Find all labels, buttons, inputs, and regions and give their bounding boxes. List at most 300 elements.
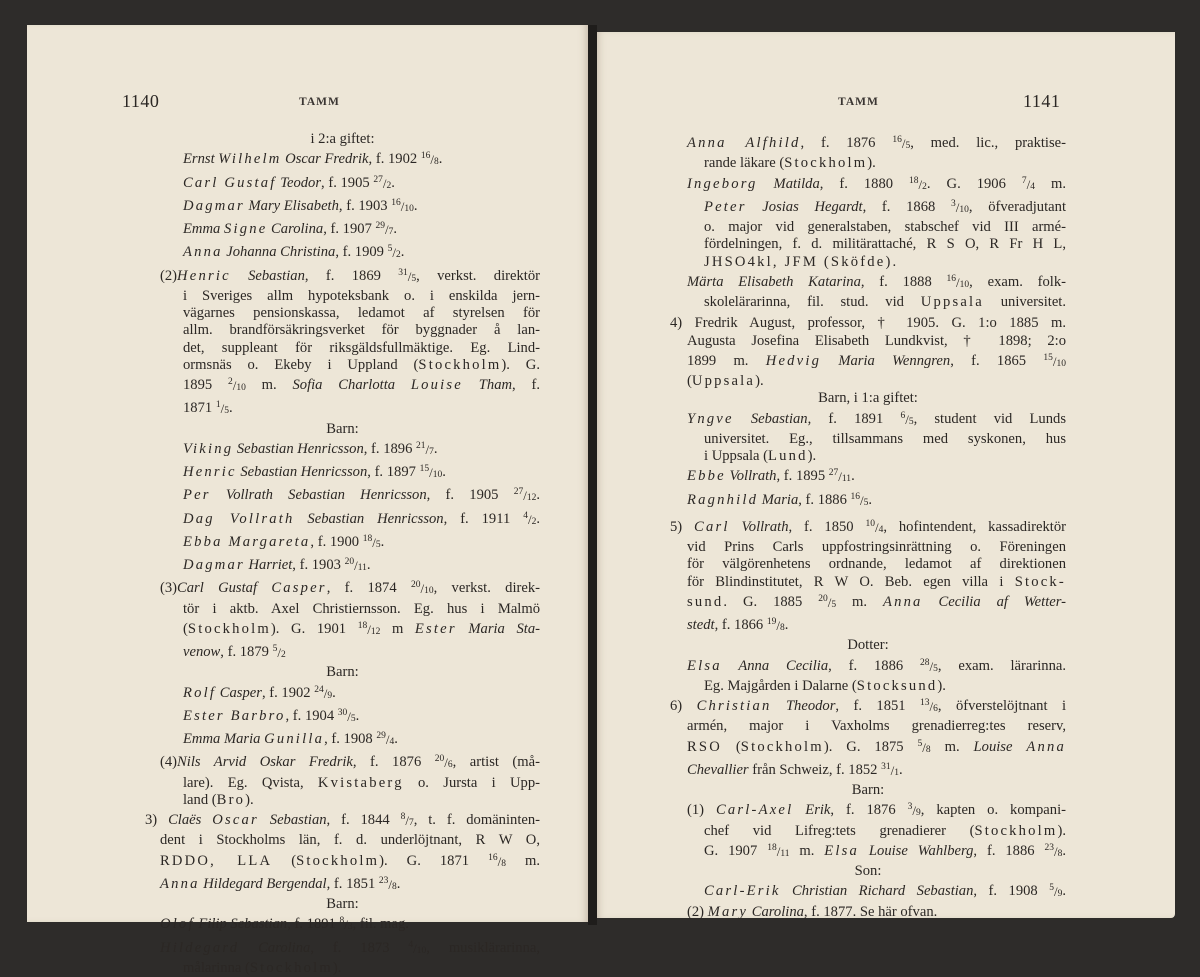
person-name-text: Vollrath (725, 468, 777, 485)
date-fraction (416, 440, 434, 457)
fraction-month: / $_9$ (912, 808, 920, 818)
person-name-text: Erik (793, 802, 831, 819)
text-segment: för välgörenhetens ordnande, ledamot af direktionen (687, 556, 1066, 573)
date-fraction (419, 464, 443, 480)
text-line (145, 322, 540, 339)
fraction-month: / $_5$ (408, 274, 416, 284)
fraction-month: / $_{10}$ (233, 383, 246, 393)
text-segment: , verkst. direk- (433, 580, 541, 597)
text-segment: m. (245, 377, 293, 393)
fraction-day: 28 (920, 657, 930, 668)
fraction-month: / $_7$ (405, 818, 413, 828)
text-segment: RSO (687, 738, 722, 755)
person-name-text: Mary Elisabeth (244, 197, 339, 214)
text-segment: , f. 1909 (335, 244, 388, 261)
text-line (145, 305, 540, 322)
text-segment: chef vid Lifreg:tets grenadierer ( (704, 822, 975, 839)
text-line (670, 489, 1066, 512)
text-line (145, 340, 540, 357)
fraction-month: / $_7$ (385, 227, 393, 237)
text-line (145, 554, 540, 577)
page-number-left: 1140 (122, 91, 160, 111)
text-segment: i Uppsala ( (704, 448, 769, 464)
fraction-day: 20 (818, 593, 828, 604)
person-name-text: Christian Richard Sebastian (780, 883, 974, 900)
text-segment: , f. 1908 (973, 883, 1050, 900)
section-heading (145, 421, 540, 438)
text-segment: Barn, i 1:a giftet: (818, 390, 918, 407)
text-segment: , f. 1907 (323, 221, 376, 237)
text-line (145, 195, 540, 218)
text-segment: . (868, 491, 873, 508)
text-segment: det, suppleant för riksgäldsfullmäktige. Eg. Lind- (183, 339, 540, 356)
text-segment: ). G. 1875 (823, 738, 918, 755)
text-line (670, 431, 1066, 448)
text-line (145, 618, 540, 641)
text-segment: för Blindinstitutet, R W O. Beb. egen villa i (687, 573, 1015, 590)
text-line (145, 577, 540, 600)
fraction-day: 21 (416, 440, 426, 451)
text-segment: Stock- (1014, 573, 1066, 590)
person-name-text: Anna (882, 593, 923, 610)
page-number-right: 1141 (1023, 91, 1061, 111)
fraction-month: / $_{12}$ (523, 493, 536, 503)
person-name-text: Viking (183, 440, 234, 457)
text-segment: , f. 1911 (443, 510, 524, 527)
person-name-text: Chevallier (687, 761, 749, 778)
section-heading (670, 637, 1066, 654)
text-segment: ). (755, 373, 764, 389)
text-segment: , f. 1880 (819, 175, 910, 192)
person-name-text: Anna (160, 875, 200, 892)
date-fraction (865, 518, 884, 535)
date-fraction (400, 812, 414, 828)
text-segment: Stockholm (296, 852, 380, 869)
person-name-text: Ebbe (687, 468, 726, 485)
text-segment: fördelningen, f. d. militärattaché, R S O, R Fr H L, (704, 236, 1066, 253)
fraction-month: / $_2$ (919, 182, 927, 192)
text-line (670, 294, 1066, 311)
text-segment: , f. 1873 (310, 939, 409, 956)
text-segment: . (413, 197, 418, 214)
fraction-day: 16 (391, 197, 401, 208)
fraction-day: 2 (228, 377, 233, 387)
person-name-text: Harriet (244, 557, 293, 573)
fraction-day: 27 (373, 174, 383, 185)
person-name-text: Dag Vollrath (183, 510, 295, 527)
date-fraction (373, 174, 392, 191)
person-name-text: Carolina (748, 903, 804, 920)
text-segment: . (396, 875, 401, 892)
fraction-day: 3 (950, 198, 956, 209)
section-heading (145, 896, 540, 913)
text-segment: ). (1057, 822, 1066, 839)
text-line (670, 736, 1066, 759)
person-name-text: Christian (696, 698, 772, 714)
text-segment: , f. 1876 (800, 135, 893, 151)
text-line (145, 461, 540, 484)
running-head-right: TAMM (838, 96, 879, 108)
text-segment: 4) Fredrik August, professor, † 1905. G. 1:o 1885 m. (670, 315, 1066, 332)
text-segment: m. (836, 593, 883, 610)
text-segment: Barn: (326, 420, 359, 437)
fraction-day: 30 (337, 707, 348, 718)
book-gutter (588, 25, 597, 925)
fraction-month: / $_{11}$ (777, 849, 790, 859)
text-segment: universitet. (983, 294, 1066, 310)
text-segment: 1871 (183, 400, 216, 417)
fraction-month: / $_2$ (383, 181, 391, 191)
text-line (145, 357, 540, 374)
person-name-text: Dagmar (183, 557, 245, 573)
person-name-text: Emma (183, 221, 224, 237)
date-fraction (357, 620, 381, 637)
text-segment: Uppsala (920, 294, 984, 310)
fraction-day: 23 (378, 875, 389, 886)
text-line (670, 271, 1066, 294)
section-heading (670, 390, 1066, 407)
fraction-month: / $_{10}$ (413, 946, 426, 956)
fraction-month: / $_5$ (347, 714, 355, 724)
date-fraction (850, 491, 869, 508)
fraction-day: 10 (865, 518, 875, 529)
section-heading (670, 863, 1066, 880)
text-segment: Stockholm (974, 822, 1058, 839)
text-segment: , f. 1888 (860, 273, 947, 290)
text-segment: , exam. lärarinna. (937, 657, 1066, 674)
text-segment: Barn: (326, 664, 359, 681)
person-name-text: stedt (687, 617, 715, 633)
person-name-text: Anna Cecilia (721, 657, 829, 674)
text-segment: 6) (670, 698, 697, 714)
text-segment: Kvistaberg (317, 774, 404, 791)
text-segment: ). (245, 791, 254, 808)
person-name-text: Nils Arvid Oskar Fredrik (177, 754, 353, 771)
text-segment: ). (807, 448, 817, 464)
text-line (145, 484, 540, 507)
fraction-month: / $_2$ (528, 517, 536, 527)
person-name-text: venow (183, 644, 221, 660)
text-segment: , f. 1903 (338, 197, 392, 214)
date-fraction (920, 657, 938, 674)
date-fraction (376, 731, 395, 747)
person-name-text: Theodor (771, 698, 836, 714)
person-name-text: Ester (414, 620, 457, 637)
text-segment: , f. 1902 (261, 684, 315, 701)
person-name-text: Per (183, 487, 211, 504)
date-fraction (818, 593, 837, 610)
fraction-day: 3 (907, 802, 913, 813)
text-segment: , exam. folk- (969, 273, 1066, 290)
text-line (670, 718, 1066, 735)
fraction-day: 27 (513, 487, 524, 498)
text-line (145, 850, 540, 873)
fraction-day: 20 (410, 580, 421, 591)
text-line (145, 705, 540, 728)
fraction-month: / $_8$ (776, 623, 784, 633)
text-line (670, 655, 1066, 678)
text-segment: , musiklärarinna, (426, 939, 540, 956)
fraction-month: / $_{10}$ (956, 280, 969, 290)
text-segment: , f. 1896 (363, 440, 417, 457)
fraction-month: / $_{12}$ (367, 627, 380, 637)
person-name-text: Ernst (183, 151, 219, 168)
text-segment: (3) (160, 580, 178, 597)
person-name-text: Casper (271, 580, 327, 597)
text-segment: , f. 1876 (830, 802, 908, 819)
text-segment: . (393, 221, 398, 237)
fraction-day: 15 (419, 464, 430, 474)
text-segment: JHSO4kl, JFM (Sköfde) (704, 253, 893, 270)
text-line (145, 960, 540, 977)
person-name-text: Carolina (267, 221, 324, 237)
text-segment: (2) (160, 267, 178, 284)
text-line (145, 601, 540, 618)
text-segment: vägarnes pensionskassa, ledamot af styrelsen för (183, 305, 540, 321)
fraction-month: / $_6$ (930, 704, 938, 714)
person-name-text: Dagmar (183, 197, 245, 214)
right-page-text (670, 132, 1066, 921)
person-name-text: Sebastian (258, 812, 327, 828)
text-segment: . (332, 684, 336, 701)
fraction-month: / $_{11}$ (838, 474, 851, 484)
text-segment: m. (1035, 175, 1066, 192)
text-segment: Uppsala (691, 373, 756, 389)
fraction-day: 6 (900, 410, 906, 421)
person-name-text: Maria (758, 491, 799, 508)
date-fraction (767, 842, 790, 859)
date-fraction (378, 875, 397, 892)
text-line (670, 132, 1066, 155)
fraction-day: 8 (400, 812, 406, 822)
text-segment: ). G. 1871 (379, 852, 489, 869)
fraction-day: 31 (398, 267, 408, 278)
fraction-month: / $_{10}$ (1053, 359, 1066, 369)
fraction-day: 27 (828, 468, 839, 479)
text-line (145, 682, 540, 705)
fraction-day: 19 (766, 617, 777, 627)
text-line (670, 556, 1066, 573)
person-name-text: Louise (410, 377, 463, 393)
date-fraction (398, 267, 417, 284)
fraction-month: / $_8$ (498, 859, 506, 869)
text-segment: , f. 1879 (220, 644, 273, 660)
text-line (670, 904, 1066, 921)
fraction-month: / $_5$ (221, 406, 229, 416)
text-line (145, 288, 540, 305)
text-segment: , artist (må- (452, 754, 540, 771)
text-line (145, 913, 540, 936)
text-segment: , f. 1895 (776, 468, 829, 485)
fraction-day: 1 (215, 400, 221, 411)
person-name-text: Henric (177, 267, 231, 284)
date-fraction (344, 557, 367, 573)
text-segment: , f. 1886 (828, 657, 921, 674)
text-line (145, 792, 540, 809)
fraction-month: / $_{10}$ (429, 470, 442, 480)
text-segment: , f. (512, 377, 541, 393)
text-segment: G. 1907 (704, 842, 768, 859)
text-segment: tör i aktb. Axel Christiernsson. Eg. hus i Malmö (183, 600, 540, 617)
text-segment: (1) (687, 802, 716, 819)
date-fraction (1043, 352, 1066, 369)
text-segment: . G. 1885 (723, 593, 819, 610)
text-segment: 1899 m. (687, 352, 766, 369)
date-fraction (917, 738, 931, 755)
text-segment: . (851, 468, 855, 485)
date-fraction (387, 244, 401, 261)
person-name-text: Carl-Erik (704, 883, 781, 900)
date-fraction (907, 802, 921, 819)
text-segment: i 2:a giftet: (310, 131, 375, 147)
text-segment: . (536, 487, 541, 504)
section-heading (670, 782, 1066, 799)
text-line (670, 448, 1066, 465)
text-segment: , hofintendent, kassadirektör (883, 518, 1066, 535)
person-name-text: Sebastian Henricsson (294, 510, 444, 527)
text-segment: . (892, 253, 897, 270)
text-segment: Stockholm (740, 738, 824, 755)
text-line (145, 775, 540, 792)
text-line (670, 219, 1066, 236)
text-segment: o. Jursta i Upp- (403, 774, 540, 791)
text-line (670, 539, 1066, 556)
person-name-text: Josias Hegardt (746, 198, 863, 215)
fraction-day: 13 (920, 698, 930, 708)
person-name-text: Louise Wahlberg (859, 842, 974, 859)
fraction-month: / $_8$ (388, 882, 396, 892)
person-name-text: Cecilia af Wetter- (922, 593, 1066, 610)
text-segment: Augusta Josefina Elisabeth Lundkvist, † 1898; 2:o (687, 332, 1066, 349)
person-name-text: Ebba Margareta (183, 533, 311, 550)
person-name-text: Anna (183, 244, 223, 261)
text-segment: ). (937, 677, 946, 694)
fraction-month: / $_6$ (444, 760, 452, 770)
text-segment: Dotter: (847, 637, 889, 654)
text-segment: , f. 1905 (426, 487, 514, 504)
text-line (670, 408, 1066, 431)
person-name-text: Henric (183, 464, 237, 480)
text-line (145, 832, 540, 849)
fraction-day: 7 (1021, 175, 1027, 186)
fraction-month: / $_2$ (392, 250, 400, 260)
text-segment: . (442, 464, 446, 480)
text-segment: från Schweiz, f. 1852 (748, 761, 882, 778)
text-line (145, 265, 540, 288)
text-segment: . G. 1906 (926, 175, 1022, 192)
text-line (670, 591, 1066, 614)
text-segment: , f. 1886 (973, 842, 1045, 859)
text-line (670, 196, 1066, 219)
text-segment: , f. 1868 (862, 198, 951, 215)
person-name-text: Johanna Christina (222, 244, 336, 261)
date-fraction (946, 273, 970, 290)
date-fraction (950, 198, 969, 215)
date-fraction (362, 533, 381, 550)
text-line (670, 315, 1066, 332)
text-segment: (4) (160, 754, 178, 771)
fraction-month: / $_7$ (426, 447, 434, 457)
person-name-text: Carl-Axel (715, 802, 794, 819)
person-name-text: Carl (694, 518, 730, 535)
text-segment: . (784, 617, 789, 633)
person-name-text: Sebastian (733, 410, 808, 427)
person-name-text: Vollrath Sebastian Henricsson (210, 487, 427, 504)
text-segment: , f. 1908 (324, 731, 377, 747)
fraction-month: / $_4$ (386, 737, 394, 747)
section-heading (145, 664, 540, 681)
fraction-month: / $_8$ (922, 745, 930, 755)
person-name-text: Elsa (687, 657, 722, 674)
fraction-day: 5 (917, 738, 923, 749)
person-name-text: Sebastian Henricsson (233, 440, 364, 457)
person-name-text: Mary (707, 903, 749, 920)
text-segment: . (228, 400, 233, 417)
text-segment: m. (789, 842, 825, 859)
fraction-month: / $_{10}$ (420, 586, 433, 596)
fraction-day: 20 (344, 557, 355, 567)
date-fraction (314, 684, 333, 701)
date-fraction (513, 487, 537, 504)
text-segment: ormsnäs o. Ekeby i Uppland ( (183, 356, 419, 373)
fraction-day: 4 (523, 510, 528, 521)
text-line (145, 438, 540, 461)
date-fraction (339, 916, 353, 933)
person-name-text: Maria Wenngren (821, 352, 951, 369)
text-segment: , f. 1904 (285, 707, 338, 724)
text-segment: universitet. Eg., tillsammans med syskonen, hus (704, 430, 1066, 447)
person-name-text: Olof (160, 916, 195, 933)
text-line (145, 148, 540, 171)
text-segment: Bro (216, 791, 246, 808)
person-name-text: Louise (973, 738, 1027, 755)
fraction-day: 5 (387, 244, 393, 255)
text-segment: , verkst. direktör (416, 267, 540, 284)
person-name-text: Oscar Fredrik (281, 151, 369, 168)
text-segment: . (400, 244, 405, 261)
text-line (670, 840, 1066, 863)
text-line (670, 516, 1066, 539)
text-segment: ( (183, 620, 188, 637)
text-segment: , f. 1877. Se här ofvan. (803, 903, 938, 920)
fraction-month: / $_4$ (875, 525, 883, 535)
text-segment: , f. 1886 (798, 491, 851, 508)
fraction-day: 18 (767, 842, 777, 853)
fraction-month: / $_5$ (372, 540, 380, 550)
date-fraction (766, 617, 785, 633)
text-line (145, 374, 540, 397)
text-segment: land ( (183, 791, 217, 808)
fraction-month: / $_5$ (860, 498, 868, 508)
date-fraction (420, 151, 439, 168)
person-name-text: Peter (704, 198, 747, 215)
text-line (670, 373, 1066, 390)
text-segment: Stockholm (187, 620, 271, 637)
text-segment: . (366, 557, 371, 573)
person-name-text: Sebastian (230, 267, 305, 284)
left-page-text (145, 131, 540, 977)
text-segment: , f. 1900 (310, 533, 363, 550)
person-name-text: Sofia Charlotta (292, 377, 411, 393)
text-segment: sund (687, 593, 724, 610)
date-fraction (900, 410, 914, 427)
text-segment: , f. 1850 (788, 518, 866, 535)
fraction-month: / $_{10}$ (956, 205, 969, 215)
person-name-text: Maria Sta- (456, 620, 540, 637)
text-segment: målarinna ( (183, 959, 250, 976)
date-fraction (272, 644, 286, 660)
fraction-day: 5 (272, 644, 278, 654)
